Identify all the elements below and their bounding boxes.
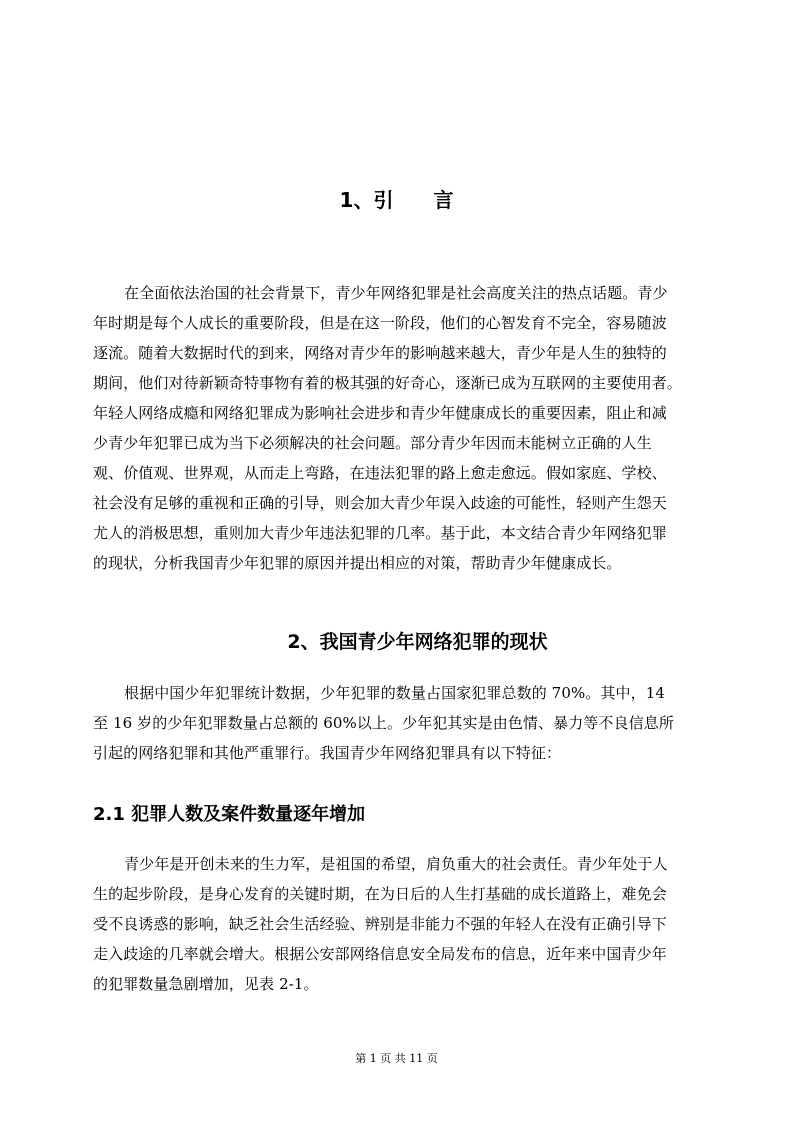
paragraph-line: 在全面依法治国的社会背景下，青少年网络犯罪是社会高度关注的热点话题。青少 — [124, 284, 668, 302]
paragraph-line: 的犯罪数量急剧增加，见表 2-1。 — [93, 975, 319, 993]
paragraph-line: 年时期是每个人成长的重要阶段，但是在这一阶段，他们的心智发育不完全，容易随波 — [93, 314, 667, 332]
paragraph-line: 年轻人网络成瘾和网络犯罪成为影响社会进步和青少年健康成长的重要因素，阻止和减 — [93, 404, 667, 422]
section-2-1-heading: 2.1 犯罪人数及案件数量逐年增加 — [93, 804, 366, 825]
paragraph-line: 逐流。随着大数据时代的到来，网络对青少年的影响越来越大，青少年是人生的独特的 — [93, 344, 667, 362]
paragraph-line: 少青少年犯罪已成为当下必须解决的社会问题。部分青少年因而未能树立正确的人生 — [93, 434, 652, 452]
section-2-heading: 2、我国青少年网络犯罪的现状 — [287, 631, 548, 653]
section-1-heading: 1、引 言 — [339, 188, 454, 212]
paragraph-line: 期间，他们对待新颖奇特事物有着的极其强的好奇心，逐渐已成为互联网的主要使用者。 — [93, 374, 682, 392]
paragraph-line: 生的起步阶段，是身心发育的关键时期，在为日后的人生打基础的成长道路上，难免会 — [93, 885, 667, 903]
paragraph-line: 青少年是开创未来的生力军，是祖国的希望，肩负重大的社会责任。青少年处于人 — [124, 855, 668, 873]
paragraph-line: 尤人的消极思想，重则加大青少年违法犯罪的几率。基于此，本文结合青少年网络犯罪 — [93, 524, 667, 542]
paragraph-line: 根据中国少年犯罪统计数据，少年犯罪的数量占国家犯罪总数的 70%。其中，14 — [124, 684, 665, 702]
paragraph-line: 社会没有足够的重视和正确的引导，则会加大青少年误入歧途的可能性，轻则产生怨天 — [93, 494, 667, 512]
paragraph-line: 至 16 岁的少年犯罪数量占总额的 60%以上。少年犯其实是由色情、暴力等不良信息所 — [93, 714, 674, 732]
paragraph-line: 受不良诱惑的影响，缺乏社会生活经验、辨别是非能力不强的年轻人在没有正确引导下 — [93, 915, 667, 933]
page-number-footer: 第 1 页 共 11 页 — [355, 1052, 438, 1065]
paragraph-line: 观、价值观、世界观，从而走上弯路，在违法犯罪的路上愈走愈远。假如家庭、学校、 — [93, 464, 667, 482]
paragraph-line: 引起的网络犯罪和其他严重罪行。我国青少年网络犯罪具有以下特征： — [93, 744, 562, 762]
paragraph-line: 的现状，分析我国青少年犯罪的原因并提出相应的对策，帮助青少年健康成长。 — [93, 554, 622, 572]
paragraph-line: 走入歧途的几率就会增大。根据公安部网络信息安全局发布的信息，近年来中国青少年 — [93, 945, 667, 963]
